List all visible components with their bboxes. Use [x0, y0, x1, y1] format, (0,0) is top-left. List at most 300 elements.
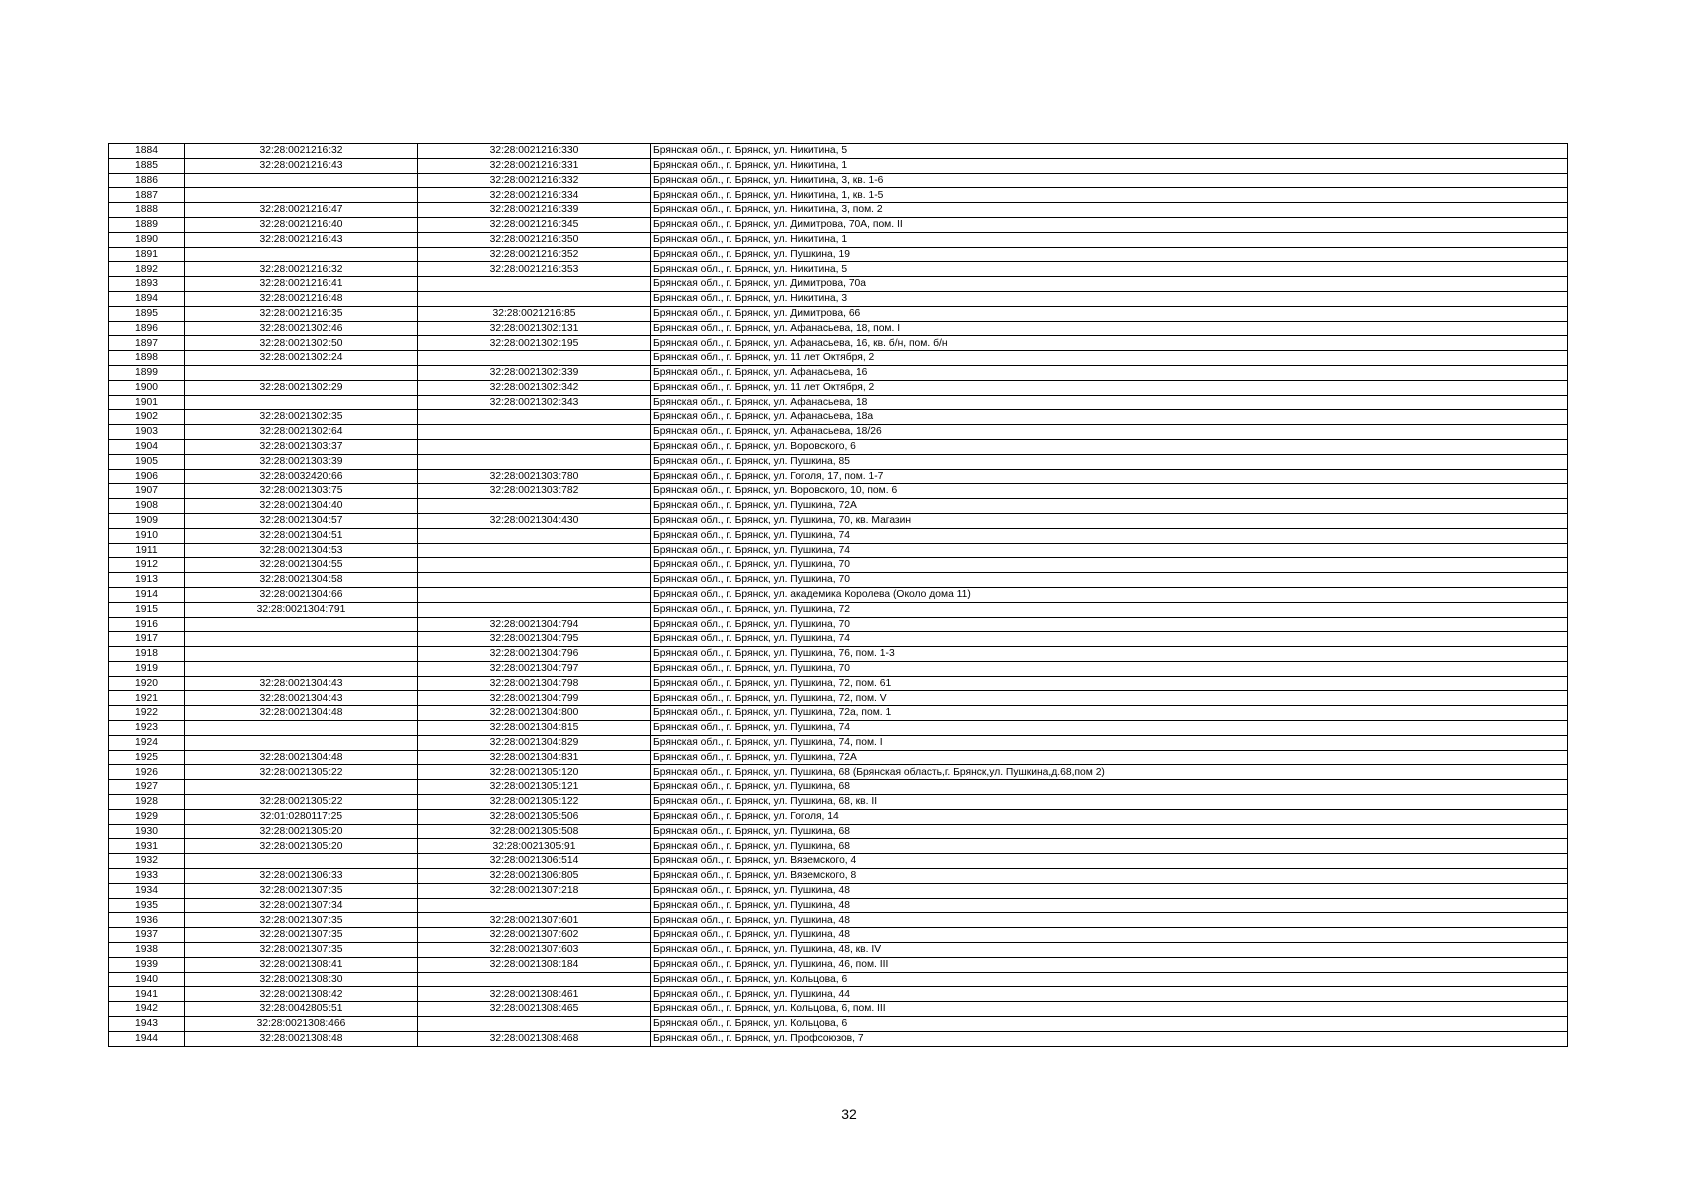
table-row — [109, 943, 1568, 958]
address-cell: Брянская обл., г. Брянск, ул. Никитина, 3, пом. 2 — [651, 203, 1568, 218]
address-cell: Брянская обл., г. Брянск, ул. Пушкина, 70 — [651, 661, 1568, 676]
cadastral-number-cell: 32:28:0021216:350 — [418, 232, 651, 247]
address-cell: Брянская обл., г. Брянск, ул. Пушкина, 72а, пом. 1 — [651, 706, 1568, 721]
address-cell: Брянская обл., г. Брянск, ул. Воровского, 10, пом. 6 — [651, 484, 1568, 499]
table-row — [109, 217, 1568, 232]
cadastral-number-cell: 32:28:0021305:508 — [418, 824, 651, 839]
previous-cadastral-number-cell: 32:28:0021304:58 — [185, 573, 418, 588]
previous-cadastral-number-cell: 32:28:0021304:48 — [185, 706, 418, 721]
table-row — [109, 232, 1568, 247]
previous-cadastral-number-cell: 32:28:0021308:41 — [185, 957, 418, 972]
previous-cadastral-number-cell: 32:28:0042805:51 — [185, 1002, 418, 1017]
cadastral-number-cell: 32:28:0021305:121 — [418, 780, 651, 795]
row-number-cell: 1929 — [109, 809, 185, 824]
table-row — [109, 928, 1568, 943]
cadastral-number-cell: 32:28:0021302:343 — [418, 395, 651, 410]
cadastral-number-cell: 32:28:0021304:795 — [418, 632, 651, 647]
previous-cadastral-number-cell — [185, 617, 418, 632]
row-number-cell: 1891 — [109, 247, 185, 262]
table-row — [109, 469, 1568, 484]
address-cell: Брянская обл., г. Брянск, ул. Пушкина, 19 — [651, 247, 1568, 262]
previous-cadastral-number-cell: 32:28:0021305:22 — [185, 795, 418, 810]
cadastral-number-cell: 32:28:0021304:831 — [418, 750, 651, 765]
address-cell: Брянская обл., г. Брянск, ул. Пушкина, 85 — [651, 454, 1568, 469]
registry-table — [108, 143, 1568, 1047]
row-number-cell: 1909 — [109, 513, 185, 528]
table-row — [109, 735, 1568, 750]
cadastral-number-cell: 32:28:0021216:345 — [418, 217, 651, 232]
previous-cadastral-number-cell: 32:28:0021307:35 — [185, 943, 418, 958]
cadastral-number-cell: 32:28:0021304:829 — [418, 735, 651, 750]
address-cell: Брянская обл., г. Брянск, ул. Пушкина, 68 — [651, 780, 1568, 795]
cadastral-number-cell — [418, 351, 651, 366]
address-cell: Брянская обл., г. Брянск, ул. Пушкина, 72А — [651, 750, 1568, 765]
row-number-cell: 1918 — [109, 647, 185, 662]
address-cell: Брянская обл., г. Брянск, ул. Никитина, 5 — [651, 144, 1568, 159]
address-cell: Брянская обл., г. Брянск, ул. Пушкина, 74 — [651, 543, 1568, 558]
cadastral-number-cell — [418, 291, 651, 306]
table-row — [109, 632, 1568, 647]
row-number-cell: 1919 — [109, 661, 185, 676]
row-number-cell: 1917 — [109, 632, 185, 647]
address-cell: Брянская обл., г. Брянск, ул. Пушкина, 70, кв. Магазин — [651, 513, 1568, 528]
address-cell: Брянская обл., г. Брянск, ул. Пушкина, 68 (Брянская область,г. Брянск,ул. Пушкина,д.68,пом 2) — [651, 765, 1568, 780]
table-row — [109, 277, 1568, 292]
row-number-cell: 1926 — [109, 765, 185, 780]
table-row — [109, 144, 1568, 159]
address-cell: Брянская обл., г. Брянск, ул. Димитрова, 70а — [651, 277, 1568, 292]
address-cell: Брянская обл., г. Брянск, ул. 11 лет Октября, 2 — [651, 351, 1568, 366]
previous-cadastral-number-cell — [185, 647, 418, 662]
row-number-cell: 1894 — [109, 291, 185, 306]
table-row — [109, 1031, 1568, 1046]
address-cell: Брянская обл., г. Брянск, ул. Никитина, 3, кв. 1-6 — [651, 173, 1568, 188]
address-cell: Брянская обл., г. Брянск, ул. Никитина, 5 — [651, 262, 1568, 277]
address-cell: Брянская обл., г. Брянск, ул. Гоголя, 17, пом. 1-7 — [651, 469, 1568, 484]
address-cell: Брянская обл., г. Брянск, ул. Воровского, 6 — [651, 439, 1568, 454]
cadastral-number-cell — [418, 972, 651, 987]
cadastral-number-cell — [418, 277, 651, 292]
previous-cadastral-number-cell: 32:28:0021304:55 — [185, 558, 418, 573]
row-number-cell: 1934 — [109, 883, 185, 898]
table-row — [109, 484, 1568, 499]
previous-cadastral-number-cell: 32:28:0021216:41 — [185, 277, 418, 292]
row-number-cell: 1898 — [109, 351, 185, 366]
previous-cadastral-number-cell — [185, 854, 418, 869]
address-cell: Брянская обл., г. Брянск, ул. Пушкина, 74 — [651, 632, 1568, 647]
previous-cadastral-number-cell: 32:28:0021304:43 — [185, 676, 418, 691]
cadastral-number-cell: 32:28:0021304:799 — [418, 691, 651, 706]
cadastral-number-cell: 32:28:0021305:91 — [418, 839, 651, 854]
address-cell: Брянская обл., г. Брянск, ул. Пушкина, 68 — [651, 839, 1568, 854]
cadastral-number-cell: 32:28:0021302:131 — [418, 321, 651, 336]
previous-cadastral-number-cell: 32:28:0021307:35 — [185, 928, 418, 943]
previous-cadastral-number-cell — [185, 735, 418, 750]
cadastral-number-cell: 32:28:0021307:601 — [418, 913, 651, 928]
previous-cadastral-number-cell: 32:28:0021304:48 — [185, 750, 418, 765]
row-number-cell: 1910 — [109, 528, 185, 543]
table-row — [109, 439, 1568, 454]
table-row — [109, 957, 1568, 972]
cadastral-number-cell — [418, 425, 651, 440]
cadastral-number-cell: 32:28:0021216:332 — [418, 173, 651, 188]
address-cell: Брянская обл., г. Брянск, ул. Афанасьева, 16, кв. б/н, пом. б/н — [651, 336, 1568, 351]
row-number-cell: 1906 — [109, 469, 185, 484]
previous-cadastral-number-cell: 32:28:0021303:39 — [185, 454, 418, 469]
row-number-cell: 1911 — [109, 543, 185, 558]
row-number-cell: 1932 — [109, 854, 185, 869]
cadastral-number-cell: 32:28:0021302:339 — [418, 365, 651, 380]
address-cell: Брянская обл., г. Брянск, ул. Пушкина, 48 — [651, 898, 1568, 913]
table-row — [109, 410, 1568, 425]
cadastral-number-cell: 32:28:0021304:430 — [418, 513, 651, 528]
previous-cadastral-number-cell: 32:28:0021303:37 — [185, 439, 418, 454]
previous-cadastral-number-cell: 32:28:0021307:34 — [185, 898, 418, 913]
table-row — [109, 247, 1568, 262]
previous-cadastral-number-cell: 32:28:0021308:466 — [185, 1017, 418, 1032]
row-number-cell: 1899 — [109, 365, 185, 380]
row-number-cell: 1922 — [109, 706, 185, 721]
table-row — [109, 602, 1568, 617]
row-number-cell: 1942 — [109, 1002, 185, 1017]
cadastral-number-cell: 32:28:0021216:334 — [418, 188, 651, 203]
cadastral-number-cell: 32:28:0021302:342 — [418, 380, 651, 395]
table-row — [109, 1017, 1568, 1032]
row-number-cell: 1912 — [109, 558, 185, 573]
table-row — [109, 795, 1568, 810]
previous-cadastral-number-cell — [185, 173, 418, 188]
row-number-cell: 1900 — [109, 380, 185, 395]
row-number-cell: 1943 — [109, 1017, 185, 1032]
address-cell: Брянская обл., г. Брянск, ул. Кольцова, 6 — [651, 1017, 1568, 1032]
table-row — [109, 750, 1568, 765]
previous-cadastral-number-cell: 32:28:0021305:22 — [185, 765, 418, 780]
previous-cadastral-number-cell: 32:28:0021308:42 — [185, 987, 418, 1002]
cadastral-number-cell: 32:28:0021306:514 — [418, 854, 651, 869]
cadastral-number-cell — [418, 587, 651, 602]
row-number-cell: 1915 — [109, 602, 185, 617]
address-cell: Брянская обл., г. Брянск, ул. Пушкина, 70 — [651, 558, 1568, 573]
table-row — [109, 854, 1568, 869]
table-row — [109, 824, 1568, 839]
table-row — [109, 395, 1568, 410]
address-cell: Брянская обл., г. Брянск, ул. Пушкина, 48 — [651, 928, 1568, 943]
cadastral-number-cell: 32:28:0021216:339 — [418, 203, 651, 218]
cadastral-number-cell: 32:28:0021304:815 — [418, 721, 651, 736]
previous-cadastral-number-cell: 32:28:0021216:32 — [185, 144, 418, 159]
cadastral-number-cell: 32:28:0021304:798 — [418, 676, 651, 691]
previous-cadastral-number-cell: 32:28:0021216:35 — [185, 306, 418, 321]
table-row — [109, 351, 1568, 366]
cadastral-number-cell — [418, 543, 651, 558]
row-number-cell: 1940 — [109, 972, 185, 987]
row-number-cell: 1921 — [109, 691, 185, 706]
address-cell: Брянская обл., г. Брянск, ул. Вяземского, 8 — [651, 869, 1568, 884]
cadastral-number-cell — [418, 573, 651, 588]
cadastral-number-cell: 32:28:0021216:331 — [418, 158, 651, 173]
previous-cadastral-number-cell: 32:28:0021304:66 — [185, 587, 418, 602]
table-row — [109, 721, 1568, 736]
row-number-cell: 1892 — [109, 262, 185, 277]
cadastral-number-cell: 32:28:0021304:800 — [418, 706, 651, 721]
previous-cadastral-number-cell — [185, 395, 418, 410]
table-row — [109, 543, 1568, 558]
row-number-cell: 1913 — [109, 573, 185, 588]
previous-cadastral-number-cell — [185, 188, 418, 203]
cadastral-number-cell: 32:28:0021307:602 — [418, 928, 651, 943]
previous-cadastral-number-cell: 32:28:0021304:43 — [185, 691, 418, 706]
address-cell: Брянская обл., г. Брянск, ул. Гоголя, 14 — [651, 809, 1568, 824]
previous-cadastral-number-cell: 32:28:0021302:50 — [185, 336, 418, 351]
cadastral-number-cell: 32:28:0021303:780 — [418, 469, 651, 484]
row-number-cell: 1902 — [109, 410, 185, 425]
previous-cadastral-number-cell: 32:28:0021305:20 — [185, 824, 418, 839]
row-number-cell: 1923 — [109, 721, 185, 736]
address-cell: Брянская обл., г. Брянск, ул. Афанасьева, 18а — [651, 410, 1568, 425]
table-row — [109, 765, 1568, 780]
address-cell: Брянская обл., г. Брянск, ул. Димитрова, 70А, пом. II — [651, 217, 1568, 232]
previous-cadastral-number-cell: 32:28:0021304:53 — [185, 543, 418, 558]
table-row — [109, 839, 1568, 854]
address-cell: Брянская обл., г. Брянск, ул. Пушкина, 44 — [651, 987, 1568, 1002]
cadastral-number-cell — [418, 602, 651, 617]
address-cell: Брянская обл., г. Брянск, ул. Димитрова, 66 — [651, 306, 1568, 321]
previous-cadastral-number-cell: 32:01:0280117:25 — [185, 809, 418, 824]
cadastral-number-cell: 32:28:0021308:184 — [418, 957, 651, 972]
table-row — [109, 173, 1568, 188]
cadastral-number-cell: 32:28:0021308:468 — [418, 1031, 651, 1046]
row-number-cell: 1930 — [109, 824, 185, 839]
address-cell: Брянская обл., г. Брянск, ул. Пушкина, 68, кв. II — [651, 795, 1568, 810]
previous-cadastral-number-cell: 32:28:0021304:57 — [185, 513, 418, 528]
cadastral-number-cell: 32:28:0021308:461 — [418, 987, 651, 1002]
cadastral-number-cell: 32:28:0021304:794 — [418, 617, 651, 632]
cadastral-number-cell — [418, 439, 651, 454]
row-number-cell: 1907 — [109, 484, 185, 499]
table-row — [109, 499, 1568, 514]
row-number-cell: 1903 — [109, 425, 185, 440]
table-row — [109, 573, 1568, 588]
table-row — [109, 513, 1568, 528]
row-number-cell: 1935 — [109, 898, 185, 913]
table-row — [109, 321, 1568, 336]
table-row — [109, 1002, 1568, 1017]
cadastral-number-cell — [418, 1017, 651, 1032]
row-number-cell: 1925 — [109, 750, 185, 765]
previous-cadastral-number-cell: 32:28:0021303:75 — [185, 484, 418, 499]
table-row — [109, 365, 1568, 380]
address-cell: Брянская обл., г. Брянск, ул. Вяземского, 4 — [651, 854, 1568, 869]
table-row — [109, 587, 1568, 602]
previous-cadastral-number-cell: 32:28:0021216:43 — [185, 232, 418, 247]
row-number-cell: 1939 — [109, 957, 185, 972]
table-row — [109, 380, 1568, 395]
cadastral-number-cell: 32:28:0021305:506 — [418, 809, 651, 824]
previous-cadastral-number-cell — [185, 780, 418, 795]
previous-cadastral-number-cell: 32:28:0021308:48 — [185, 1031, 418, 1046]
cadastral-number-cell: 32:28:0021304:796 — [418, 647, 651, 662]
cadastral-number-cell: 32:28:0021307:603 — [418, 943, 651, 958]
table-row — [109, 558, 1568, 573]
cadastral-number-cell — [418, 454, 651, 469]
table-row — [109, 336, 1568, 351]
cadastral-number-cell — [418, 558, 651, 573]
previous-cadastral-number-cell — [185, 721, 418, 736]
table-row — [109, 291, 1568, 306]
cadastral-number-cell: 32:28:0021306:805 — [418, 869, 651, 884]
address-cell: Брянская обл., г. Брянск, ул. Пушкина, 72, пом. V — [651, 691, 1568, 706]
row-number-cell: 1914 — [109, 587, 185, 602]
cadastral-number-cell — [418, 528, 651, 543]
previous-cadastral-number-cell: 32:28:0021216:47 — [185, 203, 418, 218]
table-row — [109, 780, 1568, 795]
previous-cadastral-number-cell: 32:28:0021216:32 — [185, 262, 418, 277]
address-cell: Брянская обл., г. Брянск, ул. Пушкина, 74 — [651, 528, 1568, 543]
cadastral-number-cell: 32:28:0021216:330 — [418, 144, 651, 159]
previous-cadastral-number-cell: 32:28:0021302:35 — [185, 410, 418, 425]
row-number-cell: 1924 — [109, 735, 185, 750]
address-cell: Брянская обл., г. Брянск, ул. Пушкина, 74 — [651, 721, 1568, 736]
previous-cadastral-number-cell: 32:28:0021304:40 — [185, 499, 418, 514]
previous-cadastral-number-cell: 32:28:0021305:20 — [185, 839, 418, 854]
previous-cadastral-number-cell: 32:28:0021216:48 — [185, 291, 418, 306]
page-number: 32 — [841, 1106, 857, 1122]
address-cell: Брянская обл., г. Брянск, ул. Никитина, 1, кв. 1-5 — [651, 188, 1568, 203]
row-number-cell: 1933 — [109, 869, 185, 884]
row-number-cell: 1938 — [109, 943, 185, 958]
row-number-cell: 1885 — [109, 158, 185, 173]
cadastral-number-cell: 32:28:0021216:352 — [418, 247, 651, 262]
table-row — [109, 661, 1568, 676]
table-row — [109, 883, 1568, 898]
previous-cadastral-number-cell — [185, 247, 418, 262]
table-row — [109, 706, 1568, 721]
address-cell: Брянская обл., г. Брянск, ул. Пушкина, 48 — [651, 883, 1568, 898]
row-number-cell: 1920 — [109, 676, 185, 691]
table-row — [109, 898, 1568, 913]
previous-cadastral-number-cell: 32:28:0021304:791 — [185, 602, 418, 617]
row-number-cell: 1904 — [109, 439, 185, 454]
cadastral-number-cell — [418, 898, 651, 913]
previous-cadastral-number-cell: 32:28:0021306:33 — [185, 869, 418, 884]
cadastral-number-cell — [418, 499, 651, 514]
address-cell: Брянская обл., г. Брянск, ул. Никитина, 1 — [651, 158, 1568, 173]
address-cell: Брянская обл., г. Брянск, ул. Пушкина, 76, пом. 1-3 — [651, 647, 1568, 662]
previous-cadastral-number-cell: 32:28:0021216:40 — [185, 217, 418, 232]
address-cell: Брянская обл., г. Брянск, ул. Никитина, 1 — [651, 232, 1568, 247]
previous-cadastral-number-cell — [185, 661, 418, 676]
row-number-cell: 1944 — [109, 1031, 185, 1046]
previous-cadastral-number-cell: 32:28:0021216:43 — [185, 158, 418, 173]
row-number-cell: 1886 — [109, 173, 185, 188]
row-number-cell: 1941 — [109, 987, 185, 1002]
previous-cadastral-number-cell: 32:28:0021307:35 — [185, 913, 418, 928]
address-cell: Брянская обл., г. Брянск, ул. Пушкина, 72, пом. 61 — [651, 676, 1568, 691]
address-cell: Брянская обл., г. Брянск, ул. Афанасьева, 18/26 — [651, 425, 1568, 440]
row-number-cell: 1889 — [109, 217, 185, 232]
address-cell: Брянская обл., г. Брянск, ул. Афанасьева, 16 — [651, 365, 1568, 380]
row-number-cell: 1887 — [109, 188, 185, 203]
address-cell: Брянская обл., г. Брянск, ул. Афанасьева, 18 — [651, 395, 1568, 410]
row-number-cell: 1908 — [109, 499, 185, 514]
address-cell: Брянская обл., г. Брянск, ул. Пушкина, 70 — [651, 573, 1568, 588]
row-number-cell: 1896 — [109, 321, 185, 336]
previous-cadastral-number-cell — [185, 365, 418, 380]
row-number-cell: 1905 — [109, 454, 185, 469]
previous-cadastral-number-cell: 32:28:0021308:30 — [185, 972, 418, 987]
address-cell: Брянская обл., г. Брянск, ул. Пушкина, 68 — [651, 824, 1568, 839]
row-number-cell: 1936 — [109, 913, 185, 928]
table-row — [109, 987, 1568, 1002]
cadastral-number-cell — [418, 410, 651, 425]
cadastral-number-cell: 32:28:0021216:353 — [418, 262, 651, 277]
address-cell: Брянская обл., г. Брянск, ул. Пушкина, 72А — [651, 499, 1568, 514]
previous-cadastral-number-cell: 32:28:0021302:24 — [185, 351, 418, 366]
previous-cadastral-number-cell: 32:28:0021302:29 — [185, 380, 418, 395]
row-number-cell: 1928 — [109, 795, 185, 810]
row-number-cell: 1897 — [109, 336, 185, 351]
address-cell: Брянская обл., г. Брянск, ул. Пушкина, 72 — [651, 602, 1568, 617]
previous-cadastral-number-cell: 32:28:0021302:46 — [185, 321, 418, 336]
table-row — [109, 676, 1568, 691]
previous-cadastral-number-cell: 32:28:0021307:35 — [185, 883, 418, 898]
address-cell: Брянская обл., г. Брянск, ул. Профсоюзов, 7 — [651, 1031, 1568, 1046]
previous-cadastral-number-cell: 32:28:0021304:51 — [185, 528, 418, 543]
row-number-cell: 1931 — [109, 839, 185, 854]
table-row — [109, 617, 1568, 632]
row-number-cell: 1895 — [109, 306, 185, 321]
row-number-cell: 1888 — [109, 203, 185, 218]
cadastral-number-cell: 32:28:0021304:797 — [418, 661, 651, 676]
cadastral-number-cell: 32:28:0021216:85 — [418, 306, 651, 321]
table-row — [109, 647, 1568, 662]
row-number-cell: 1916 — [109, 617, 185, 632]
row-number-cell: 1937 — [109, 928, 185, 943]
row-number-cell: 1884 — [109, 144, 185, 159]
address-cell: Брянская обл., г. Брянск, ул. Пушкина, 74, пом. I — [651, 735, 1568, 750]
table-row — [109, 913, 1568, 928]
table-row — [109, 158, 1568, 173]
cadastral-number-cell: 32:28:0021308:465 — [418, 1002, 651, 1017]
table-row — [109, 691, 1568, 706]
table-row — [109, 528, 1568, 543]
row-number-cell: 1927 — [109, 780, 185, 795]
cadastral-number-cell: 32:28:0021302:195 — [418, 336, 651, 351]
previous-cadastral-number-cell — [185, 632, 418, 647]
table-row — [109, 203, 1568, 218]
table-row — [109, 809, 1568, 824]
address-cell: Брянская обл., г. Брянск, ул. Кольцова, 6, пом. III — [651, 1002, 1568, 1017]
cadastral-number-cell: 32:28:0021303:782 — [418, 484, 651, 499]
table-row — [109, 454, 1568, 469]
row-number-cell: 1901 — [109, 395, 185, 410]
address-cell: Брянская обл., г. Брянск, ул. Никитина, 3 — [651, 291, 1568, 306]
table-row — [109, 425, 1568, 440]
address-cell: Брянская обл., г. Брянск, ул. Афанасьева, 18, пом. I — [651, 321, 1568, 336]
cadastral-number-cell: 32:28:0021307:218 — [418, 883, 651, 898]
row-number-cell: 1893 — [109, 277, 185, 292]
registry-table-body — [109, 144, 1568, 1047]
row-number-cell: 1890 — [109, 232, 185, 247]
cadastral-number-cell: 32:28:0021305:122 — [418, 795, 651, 810]
previous-cadastral-number-cell: 32:28:0021302:64 — [185, 425, 418, 440]
table-row — [109, 262, 1568, 277]
cadastral-number-cell: 32:28:0021305:120 — [418, 765, 651, 780]
table-row — [109, 869, 1568, 884]
previous-cadastral-number-cell: 32:28:0032420:66 — [185, 469, 418, 484]
address-cell: Брянская обл., г. Брянск, ул. 11 лет Октября, 2 — [651, 380, 1568, 395]
address-cell: Брянская обл., г. Брянск, ул. Пушкина, 46, пом. III — [651, 957, 1568, 972]
